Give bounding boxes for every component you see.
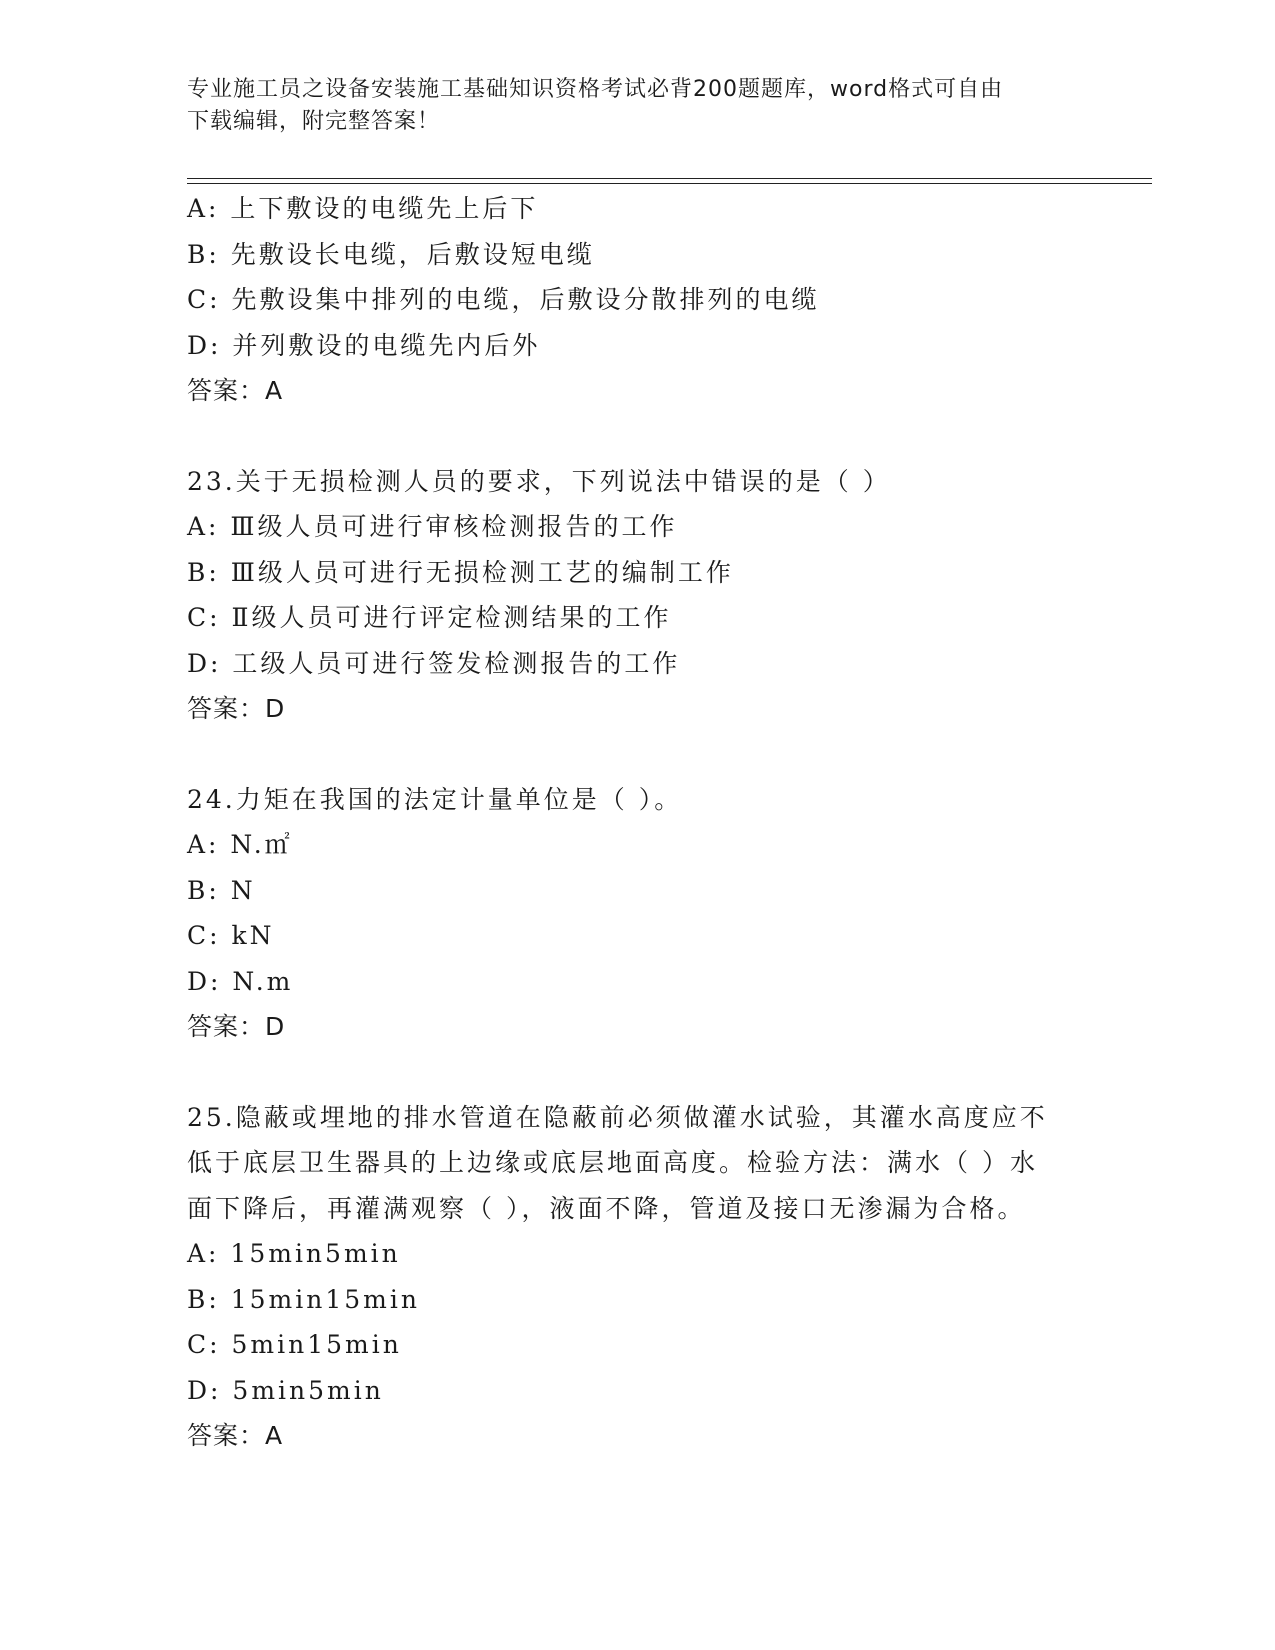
answer: 答案：A: [187, 376, 284, 405]
question-text: 24.力矩在我国的法定计量单位是（ ）。: [187, 784, 683, 814]
option-a: A: 上下敷设的电缆先上后下: [187, 194, 539, 223]
option-a: A: N.㎡: [187, 830, 293, 859]
spacer: [187, 1050, 1087, 1095]
question-list: [187, 186, 1087, 1459]
option-c: C: 先敷设集中排列的电缆，后敷设分散排列的电缆: [187, 285, 820, 314]
option-d: D: N.m: [187, 966, 294, 996]
answer: 答案：A: [187, 1421, 284, 1450]
option-c: C: kN: [187, 921, 275, 950]
option-d: D: 工级人员可进行签发检测报告的工作: [187, 648, 681, 678]
answer: 答案：D: [187, 694, 286, 723]
header-title-line-1: 专业施工员之设备安装施工基础知识资格考试必背200题题库，word格式可自由: [187, 77, 1004, 102]
header-title-line-2: 下载编辑，附完整答案！: [187, 109, 441, 134]
option-b: B: N: [187, 875, 256, 905]
option-d: D: 并列敷设的电缆先内后外: [187, 330, 541, 360]
spacer: [187, 732, 1087, 777]
option-a: A: 15min5min: [187, 1239, 401, 1268]
question-text-line-3: 面下降后，再灌满观察（ ），液面不降，管道及接口无渗漏为合格。: [187, 1193, 1026, 1223]
answer: 答案：D: [187, 1012, 286, 1041]
option-c: C: Ⅱ级人员可进行评定检测结果的工作: [187, 603, 672, 632]
header-rule-top: [187, 178, 1152, 179]
header-rule-bottom: [187, 183, 1152, 184]
option-c: C: 5min15min: [187, 1330, 402, 1359]
question-25: [187, 1095, 1087, 1459]
question-24: [187, 777, 1087, 1050]
question-23: [187, 459, 1087, 732]
option-d: D: 5min5min: [187, 1375, 384, 1405]
option-b: B: 15min15min: [187, 1284, 420, 1314]
question-text-line-1: 25.隐蔽或埋地的排水管道在隐蔽前必须做灌水试验，其灌水高度应不: [187, 1102, 1048, 1132]
option-a: A: Ⅲ级人员可进行审核检测报告的工作: [187, 512, 678, 541]
option-b: B: 先敷设长电缆，后敷设短电缆: [187, 239, 595, 269]
question-text: 23.关于无损检测人员的要求，下列说法中错误的是（ ）: [187, 466, 891, 496]
question-text-line-2: 低于底层卫生器具的上边缘或底层地面高度。检验方法：满水（ ）水: [187, 1148, 1038, 1177]
spacer: [187, 414, 1087, 459]
question-22: [187, 186, 1087, 414]
option-b: B: Ⅲ级人员可进行无损检测工艺的编制工作: [187, 557, 734, 587]
document-header: [187, 74, 1077, 138]
